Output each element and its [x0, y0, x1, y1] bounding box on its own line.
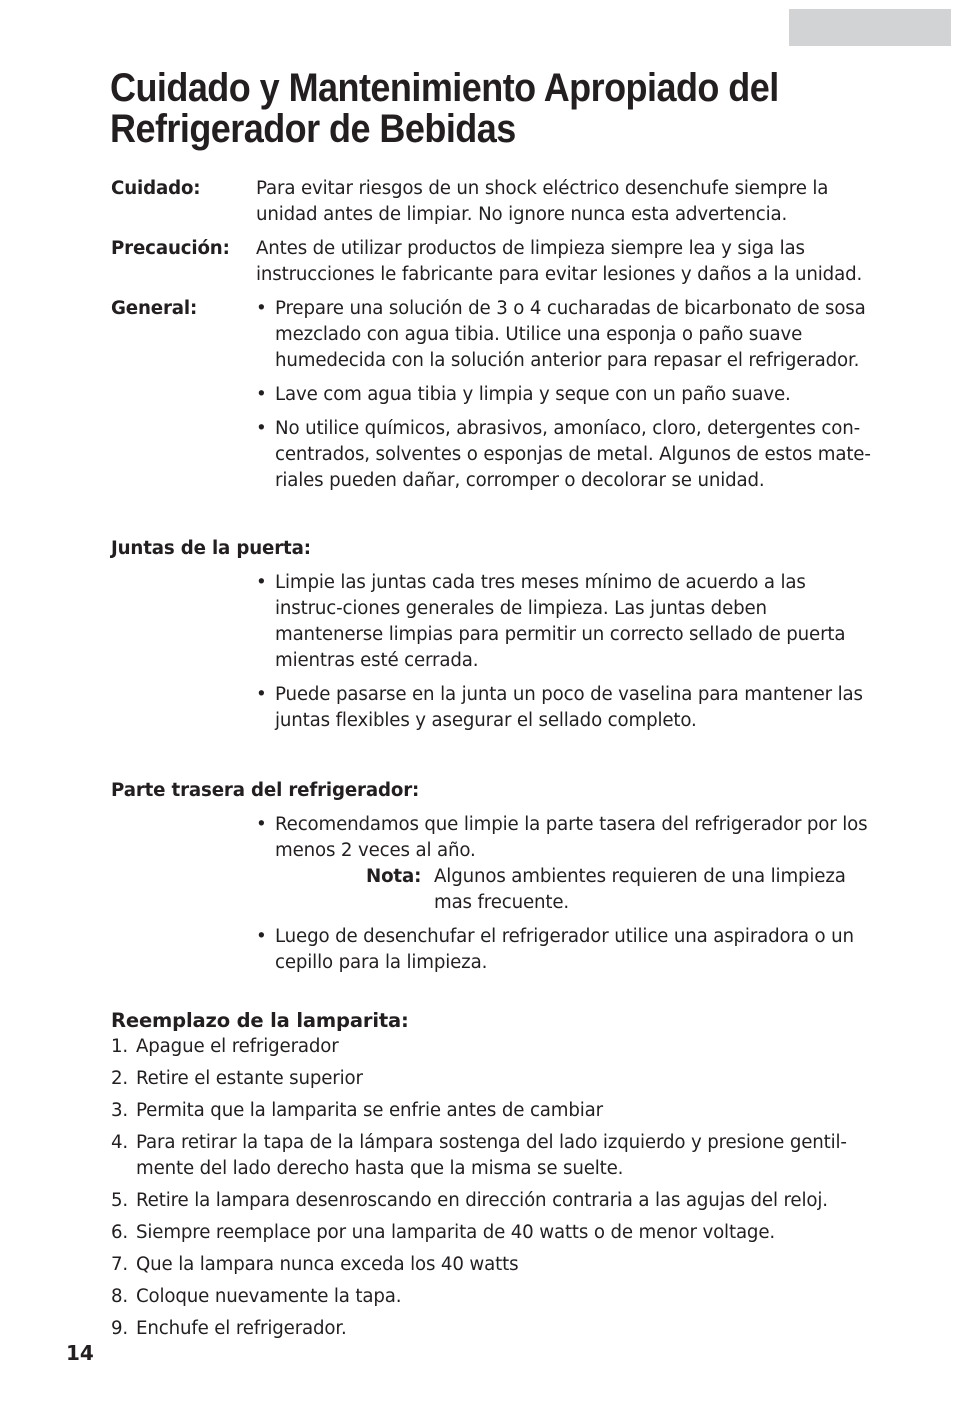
page-title-line-2: Refrigerador de Bebidas	[110, 107, 516, 151]
list-item	[256, 924, 871, 976]
list-item	[256, 570, 871, 674]
cuidado-label: Cuidado:	[111, 178, 201, 199]
step-text: Apague el refrigerador	[136, 1036, 339, 1057]
precaucion-row	[111, 236, 871, 288]
list-item-text: No utilice químicos, abrasivos, amoníaco, cloro, detergentes con-centrados, solventes o esponjas de metal. Algunos de estos mate-riales pueden dañar, corromper o decolorar se unidad.	[275, 418, 871, 491]
list-item-text: Limpie las juntas cada tres meses mínimo de acuerdo a las instruc-ciones generales de limpieza. Las juntas deben mantenerse limpias para permitir un correcto sellado de puerta mientras esté cerrada.	[275, 572, 846, 671]
step-text: Para retirar la tapa de la lámpara sostenga del lado izquierdo y presione gentil-mente del lado derecho hasta que la misma se suelte.	[136, 1132, 847, 1179]
bullet-glyph: •	[256, 926, 267, 947]
general-list	[256, 296, 871, 494]
step-text: Permita que la lamparita se enfrie antes de cambiar	[136, 1100, 603, 1121]
list-item	[256, 382, 871, 408]
note-label: Nota:	[366, 866, 422, 887]
lamparita-steps	[111, 1034, 871, 1342]
step-text: Enchufe el refrigerador.	[136, 1318, 347, 1339]
general-label: General:	[111, 298, 198, 319]
list-item-text: Prepare una solución de 3 o 4 cucharadas de bicarbonato de sosa mezclado con agua tibia. Utilice una esponja o paño suave humedecida con la solución anterior para repasar el refrigerador.	[275, 298, 866, 371]
cuidado-row	[111, 176, 871, 228]
step-number: 3.	[111, 1100, 129, 1121]
trasera-list	[256, 812, 871, 864]
step-text: Coloque nuevamente la tapa.	[136, 1286, 402, 1307]
page-title	[110, 68, 821, 150]
juntas-heading: Juntas de la puerta:	[111, 538, 311, 559]
bullet-glyph: •	[256, 684, 267, 705]
list-item	[256, 812, 871, 864]
list-item	[111, 1034, 871, 1060]
note-text: Algunos ambientes requieren de una limpieza mas frecuente.	[434, 866, 846, 913]
bullet-glyph: •	[256, 572, 267, 593]
step-text: Que la lampara nunca exceda los 40 watts	[136, 1254, 519, 1275]
step-number: 1.	[111, 1036, 129, 1057]
precaucion-text: Antes de utilizar productos de limpieza siempre lea y siga las instrucciones le fabricante para evitar lesiones y daños a la unidad.	[256, 238, 863, 285]
list-item	[111, 1252, 871, 1278]
step-number: 7.	[111, 1254, 129, 1275]
step-number: 8.	[111, 1286, 129, 1307]
trasera-note	[366, 864, 871, 916]
step-number: 5.	[111, 1190, 129, 1211]
step-number: 2.	[111, 1068, 129, 1089]
list-item	[111, 1188, 871, 1214]
precaucion-label: Precaución:	[111, 238, 230, 259]
list-item-text: Puede pasarse en la junta un poco de vaselina para mantener las juntas flexibles y asegurar el sellado completo.	[275, 684, 863, 731]
page-title-line-1: Cuidado y Mantenimiento Apropiado del	[110, 66, 779, 110]
step-text: Siempre reemplace por una lamparita de 40 watts o de menor voltage.	[136, 1222, 775, 1243]
lamparita-heading: Reemplazo de la lamparita:	[111, 1009, 409, 1032]
list-item	[111, 1130, 871, 1182]
step-text: Retire la lampara desenroscando en dirección contraria a las agujas del reloj.	[136, 1190, 828, 1211]
bullet-glyph: •	[256, 418, 267, 439]
list-item-text: Luego de desenchufar el refrigerador utilice una aspiradora o un cepillo para la limpieza.	[275, 926, 854, 973]
list-item-text: Recomendamos que limpie la parte tasera del refrigerador por los menos 2 veces al año.	[275, 814, 868, 861]
list-item	[111, 1220, 871, 1246]
list-item	[256, 682, 871, 734]
step-number: 4.	[111, 1132, 129, 1153]
list-item	[256, 416, 871, 494]
section-tab	[789, 9, 951, 46]
step-text: Retire el estante superior	[136, 1068, 363, 1089]
bullet-glyph: •	[256, 298, 267, 319]
list-item	[111, 1098, 871, 1124]
document-body	[111, 176, 871, 1342]
list-item	[111, 1284, 871, 1310]
cuidado-text: Para evitar riesgos de un shock eléctrico desenchufe siempre la unidad antes de limpiar. No ignore nunca esta advertencia.	[256, 178, 829, 225]
trasera-list-2	[256, 924, 871, 976]
page-number: 14	[66, 1341, 94, 1365]
list-item	[111, 1316, 871, 1342]
bullet-glyph: •	[256, 384, 267, 405]
bullet-glyph: •	[256, 814, 267, 835]
step-number: 6.	[111, 1222, 129, 1243]
list-item	[111, 1066, 871, 1092]
general-row	[111, 296, 871, 494]
step-number: 9.	[111, 1318, 129, 1339]
list-item	[256, 296, 871, 374]
trasera-heading: Parte trasera del refrigerador:	[111, 780, 420, 801]
juntas-list	[256, 570, 871, 734]
list-item-text: Lave com agua tibia y limpia y seque con un paño suave.	[275, 384, 791, 405]
